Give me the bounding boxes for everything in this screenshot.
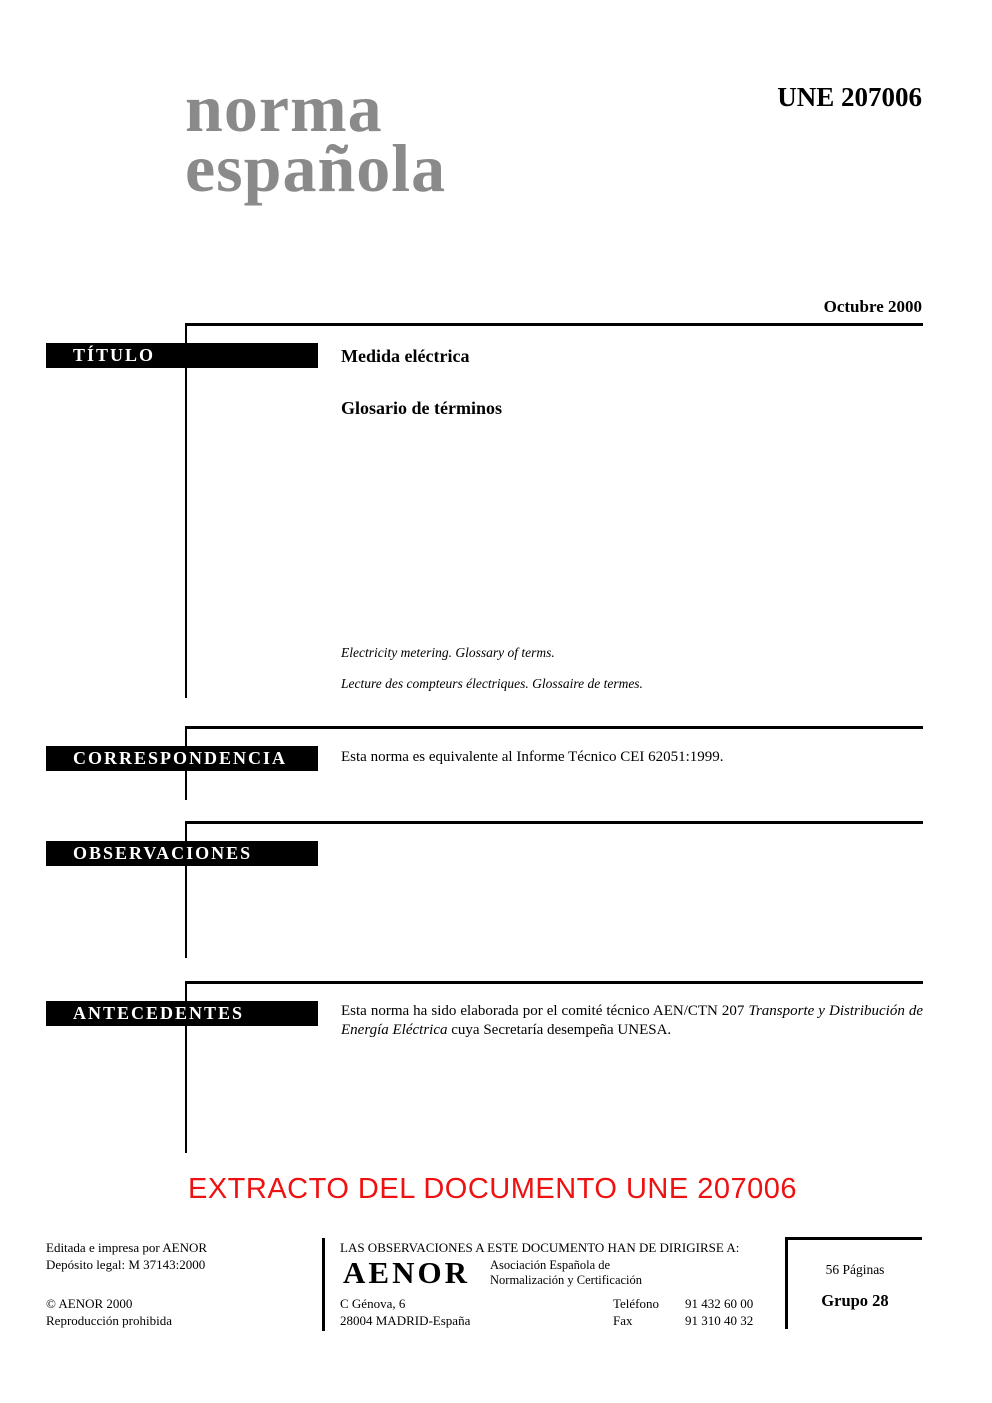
pages-box-left-rule	[785, 1237, 788, 1329]
footer-copyright-line: © AENOR 2000	[46, 1296, 133, 1311]
footer-divider-rule	[322, 1238, 325, 1331]
footer-edited-line: Editada e impresa por AENOR	[46, 1240, 208, 1255]
antecedentes-text-before: Esta norma ha sido elaborada por el comité técnico AEN/CTN 207	[341, 1003, 749, 1019]
brand-logotype	[185, 70, 447, 206]
correspondencia-top-rule	[185, 726, 923, 729]
title-english: Electricity metering. Glossary of terms.	[341, 645, 555, 660]
footer-notice: LAS OBSERVACIONES A ESTE DOCUMENTO HAN DE DIRIGIRSE A:	[340, 1240, 740, 1255]
footer-phone-label: Teléfono	[613, 1296, 660, 1311]
antecedentes-text	[341, 1002, 923, 1040]
aenor-description	[490, 1258, 642, 1288]
footer-fax-value: 91 310 40 32	[685, 1313, 754, 1328]
footer-address-line-2: 28004 MADRID-España	[340, 1313, 471, 1328]
title-line-1: Medida eléctrica	[341, 346, 470, 366]
titulo-top-rule	[185, 323, 923, 326]
correspondencia-text: Esta norma es equivalente al Informe Técnico CEI 62051:1999.	[341, 749, 724, 765]
titulo-vertical-rule	[185, 323, 187, 698]
observaciones-top-rule	[185, 821, 923, 824]
antecedentes-label-bar: ANTECEDENTES	[46, 1001, 318, 1026]
antecedentes-text-italic: Transporte y Distribución de Energía Eléctrica	[341, 1003, 923, 1038]
brand-line-1: norma	[185, 70, 383, 146]
footer-reproduction-line: Reproducción prohibida	[46, 1313, 172, 1328]
document-code: UNE 207006	[777, 82, 922, 112]
antecedentes-text-after: cuya Secretaría desempeña UNESA.	[447, 1022, 672, 1038]
footer-phone-value: 91 432 60 00	[685, 1296, 754, 1311]
footer-contact-values	[685, 1295, 753, 1329]
footer-address-block	[340, 1295, 470, 1329]
titulo-label-bar: TÍTULO	[46, 343, 318, 368]
footer-deposit-line: Depósito legal: M 37143:2000	[46, 1257, 206, 1272]
footer-fax-label: Fax	[613, 1313, 633, 1328]
brand-line-2: española	[185, 130, 447, 206]
observaciones-label-bar: OBSERVACIONES	[46, 841, 318, 866]
footer-address-line-1: C Génova, 6	[340, 1296, 406, 1311]
extracto-notice: EXTRACTO DEL DOCUMENTO UNE 207006	[188, 1173, 798, 1205]
title-line-2: Glosario de términos	[341, 398, 502, 418]
footer-publisher-block	[46, 1239, 207, 1273]
publication-date: Octubre 2000	[823, 297, 922, 316]
footer-contact-labels	[613, 1295, 659, 1329]
footer-copyright-block	[46, 1295, 172, 1329]
title-french: Lecture des compteurs électriques. Glossaire de termes.	[341, 676, 643, 691]
aenor-description-line-1: Asociación Española de	[490, 1258, 611, 1272]
aenor-description-line-2: Normalización y Certificación	[490, 1273, 643, 1287]
pages-box-top-rule	[785, 1237, 922, 1240]
antecedentes-top-rule	[185, 981, 923, 984]
correspondencia-label-bar: CORRESPONDENCIA	[46, 746, 318, 771]
aenor-wordmark: AENOR	[343, 1255, 470, 1290]
group-number: Grupo 28	[821, 1291, 889, 1310]
page-count: 56 Páginas	[825, 1262, 885, 1277]
